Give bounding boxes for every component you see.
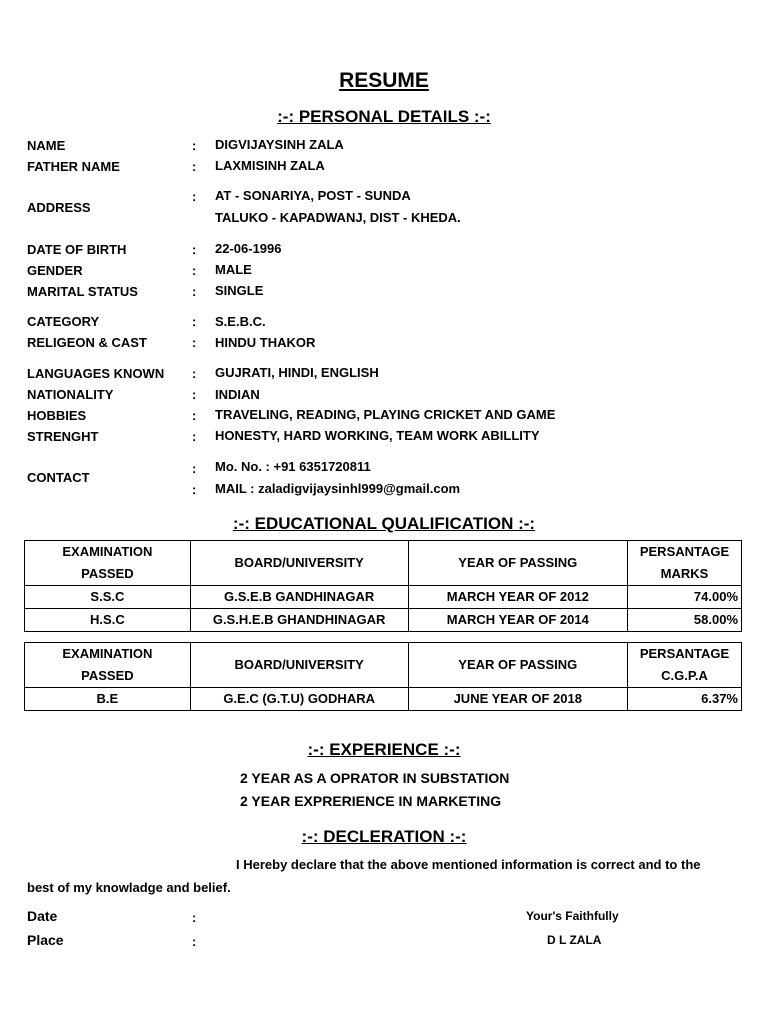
header-cell: BOARD/UNIVERSITY bbox=[190, 643, 408, 688]
name-label: NAME bbox=[27, 138, 66, 153]
dob-label: DATE OF BIRTH bbox=[27, 242, 127, 257]
mail-value: MAIL : zaladigvijaysinhl999@gmail.com bbox=[215, 481, 461, 496]
mobile-value: Mo. No. : +91 6351720811 bbox=[215, 459, 371, 474]
contact-label: CONTACT bbox=[27, 470, 90, 485]
colon: : bbox=[192, 314, 197, 329]
table-cell: G.S.H.E.B GHANDHINAGAR bbox=[190, 609, 408, 632]
dob-value: 22-06-1996 bbox=[215, 241, 282, 256]
resume-title: RESUME bbox=[339, 69, 429, 92]
gender-label: GENDER bbox=[27, 263, 83, 278]
header-cell: EXAMINATION PASSED bbox=[25, 643, 191, 688]
colon: : bbox=[192, 408, 197, 423]
strength-value: HONESTY, HARD WORKING, TEAM WORK ABILLITY bbox=[215, 428, 540, 443]
education-heading: :-: EDUCATIONAL QUALIFICATION :-: bbox=[232, 514, 536, 533]
colon: : bbox=[192, 335, 197, 350]
table-cell: 74.00% bbox=[628, 586, 742, 609]
experience-heading: :-: EXPERIENCE :-: bbox=[307, 740, 461, 759]
table-cell: S.S.C bbox=[25, 586, 191, 609]
colon: : bbox=[192, 910, 197, 925]
education-table-degree bbox=[24, 642, 742, 711]
declaration-line2: best of my knowladge and belief. bbox=[27, 880, 231, 895]
declaration-line1: I Hereby declare that the above mentioned information is correct and to the bbox=[236, 857, 701, 872]
strength-label: STRENGHT bbox=[27, 429, 99, 444]
table-cell: B.E bbox=[25, 688, 191, 711]
table-header-row bbox=[25, 643, 742, 688]
marital-status-value: SINGLE bbox=[215, 283, 264, 298]
colon: : bbox=[192, 934, 197, 949]
category-value: S.E.B.C. bbox=[215, 314, 266, 329]
religion-value: HINDU THAKOR bbox=[215, 335, 316, 350]
colon: : bbox=[192, 366, 197, 381]
address-line1: AT - SONARIYA, POST - SUNDA bbox=[215, 188, 411, 203]
address-label: ADDRESS bbox=[27, 200, 91, 215]
header-cell: BOARD/UNIVERSITY bbox=[190, 541, 408, 586]
colon: : bbox=[192, 284, 197, 299]
header-cell: EXAMINATION PASSED bbox=[25, 541, 191, 586]
personal-details-heading: :-: PERSONAL DETAILS :-: bbox=[277, 107, 491, 126]
experience-item: 2 YEAR EXPRERIENCE IN MARKETING bbox=[240, 793, 502, 809]
table-cell: 6.37% bbox=[628, 688, 742, 711]
table-row bbox=[25, 688, 742, 711]
yours-faithfully: Your's Faithfully bbox=[526, 909, 619, 923]
languages-label: LANGUAGES KNOWN bbox=[27, 366, 165, 381]
religion-label: RELIGEON & CAST bbox=[27, 335, 147, 350]
table-cell: G.S.E.B GANDHINAGAR bbox=[190, 586, 408, 609]
date-label: Date bbox=[27, 908, 58, 924]
place-label: Place bbox=[27, 932, 64, 948]
marital-status-label: MARITAL STATUS bbox=[27, 284, 138, 299]
header-cell: PERSANTAGE MARKS bbox=[628, 541, 742, 586]
father-name-value: LAXMISINH ZALA bbox=[215, 158, 325, 173]
father-name-label: FATHER NAME bbox=[27, 159, 120, 174]
colon: : bbox=[192, 482, 197, 497]
experience-item: 2 YEAR AS A OPRATOR IN SUBSTATION bbox=[240, 770, 510, 786]
colon: : bbox=[192, 189, 197, 204]
colon: : bbox=[192, 461, 197, 476]
category-label: CATEGORY bbox=[27, 314, 100, 329]
colon: : bbox=[192, 263, 197, 278]
hobbies-value: TRAVELING, READING, PLAYING CRICKET AND GAME bbox=[215, 407, 556, 422]
colon: : bbox=[192, 138, 197, 153]
hobbies-label: HOBBIES bbox=[27, 408, 87, 423]
address-line2: TALUKO - KAPADWANJ, DIST - KHEDA. bbox=[215, 210, 461, 225]
gender-value: MALE bbox=[215, 262, 252, 277]
header-cell: YEAR OF PASSING bbox=[408, 541, 628, 586]
colon: : bbox=[192, 159, 197, 174]
table-header-row bbox=[25, 541, 742, 586]
nationality-label: NATIONALITY bbox=[27, 387, 114, 402]
colon: : bbox=[192, 387, 197, 402]
nationality-value: INDIAN bbox=[215, 387, 260, 402]
table-cell: JUNE YEAR OF 2018 bbox=[408, 688, 628, 711]
table-cell: H.S.C bbox=[25, 609, 191, 632]
table-cell: G.E.C (G.T.U) GODHARA bbox=[190, 688, 408, 711]
table-cell: MARCH YEAR OF 2012 bbox=[408, 586, 628, 609]
signature-name: D L ZALA bbox=[547, 933, 602, 947]
header-cell: PERSANTAGE C.G.P.A bbox=[628, 643, 742, 688]
languages-value: GUJRATI, HINDI, ENGLISH bbox=[215, 365, 379, 380]
declaration-heading: :-: DECLERATION :-: bbox=[301, 827, 467, 846]
table-row bbox=[25, 609, 742, 632]
table-cell: 58.00% bbox=[628, 609, 742, 632]
header-cell: YEAR OF PASSING bbox=[408, 643, 628, 688]
colon: : bbox=[192, 429, 197, 444]
colon: : bbox=[192, 242, 197, 257]
education-table-school bbox=[24, 540, 742, 632]
table-cell: MARCH YEAR OF 2014 bbox=[408, 609, 628, 632]
name-value: DIGVIJAYSINH ZALA bbox=[215, 137, 344, 152]
table-row bbox=[25, 586, 742, 609]
